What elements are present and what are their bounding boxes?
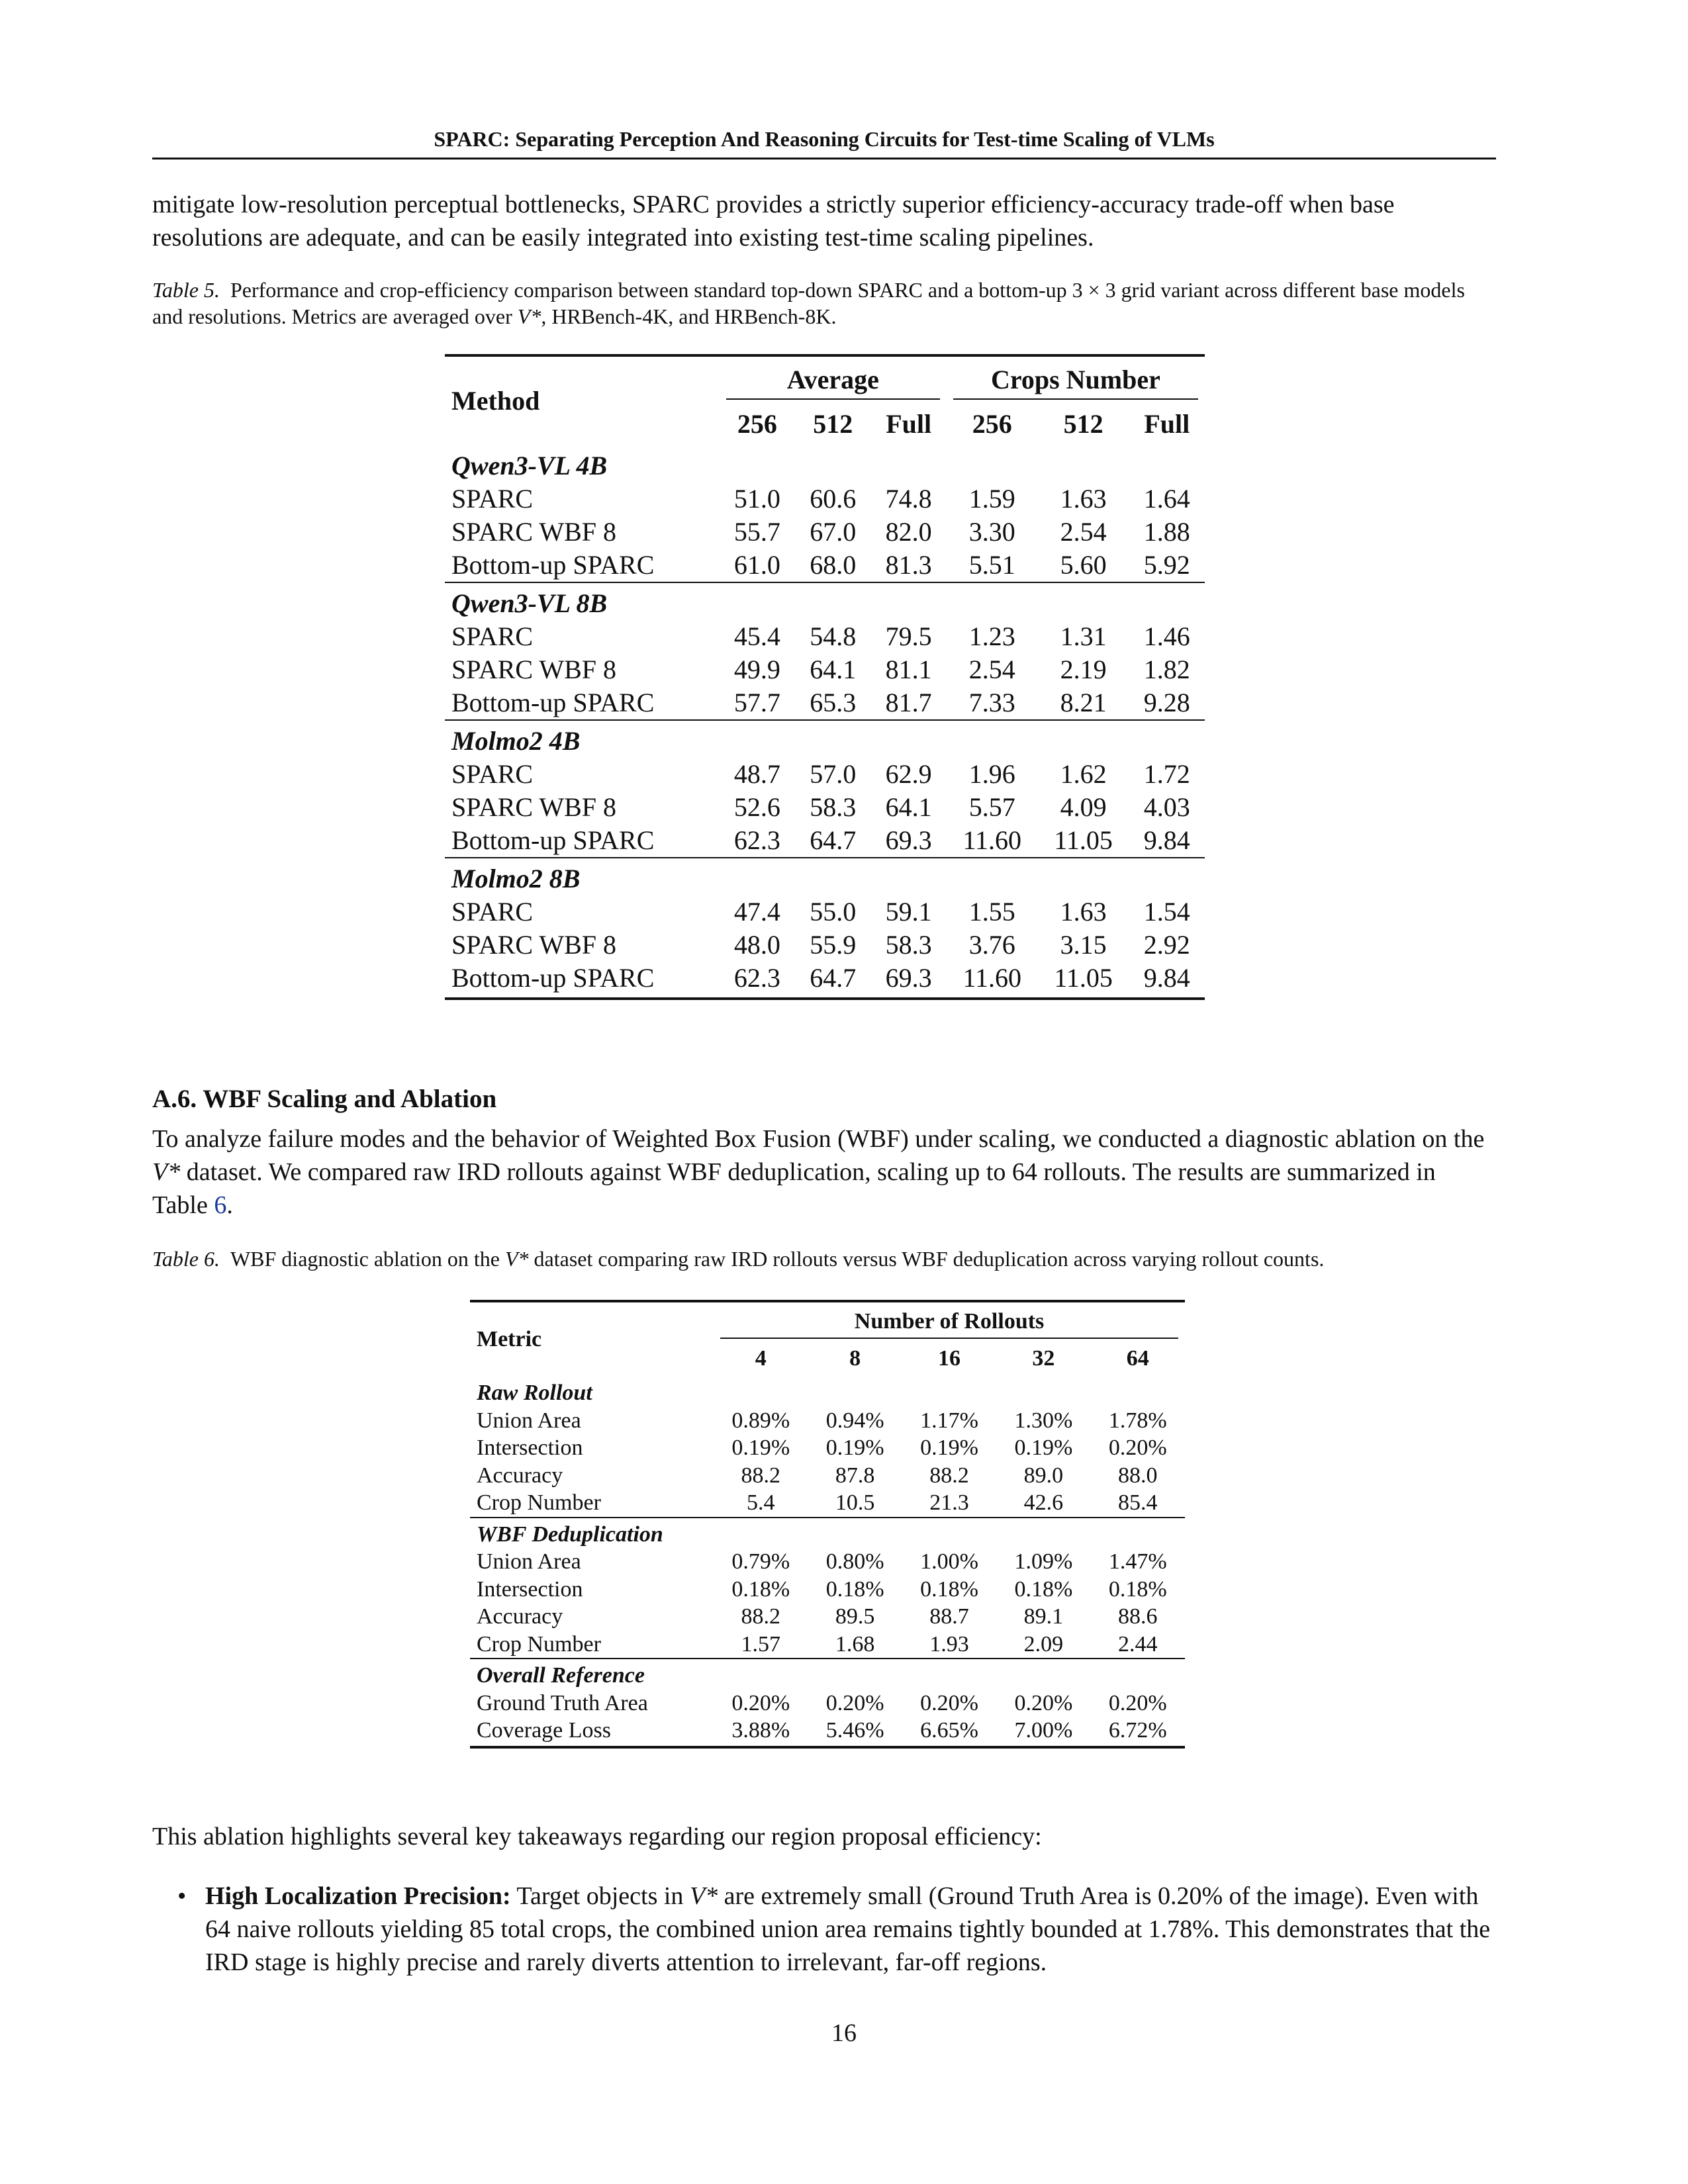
table5-group-crops: Crops Number (947, 355, 1205, 403)
table5-cell: 1.46 (1143, 621, 1190, 651)
table5-cell: 3.30 (968, 517, 1015, 547)
table5-method: SPARC WBF 8 (451, 930, 617, 960)
table6-cell: 0.20% (825, 1690, 884, 1715)
table5-caption (152, 277, 1496, 330)
table5-cell: 1.82 (1143, 655, 1190, 684)
table5-subcol: 256 (972, 409, 1012, 439)
table-row (470, 1690, 1185, 1717)
table5-subcol: 512 (813, 409, 853, 439)
section-title: A.6. WBF Scaling and Ablation (152, 1085, 497, 1113)
table5-caption-text-b: , HRBench-4K, and HRBench-8K. (541, 304, 837, 328)
table5-cell: 11.05 (1038, 962, 1129, 999)
table5-cell: 2.19 (1060, 655, 1107, 684)
table5-cell: 58.3 (810, 792, 857, 822)
table6-cell: 85.4 (1118, 1490, 1158, 1515)
table6-subcol: 32 (1032, 1346, 1055, 1371)
table-row (470, 1489, 1185, 1518)
table6-cell: 89.5 (835, 1604, 875, 1629)
table5-cell: 5.51 (968, 550, 1015, 580)
table-row (445, 929, 1205, 962)
table5-cell: 4.09 (1060, 792, 1107, 822)
table6-block-name: Overall Reference (470, 1659, 1185, 1690)
table5-cell: 62.9 (885, 759, 932, 789)
table5-cell: 7.33 (968, 688, 1015, 717)
table5-cell: 64.7 (810, 825, 857, 855)
table6-cell: 6.72% (1091, 1717, 1185, 1747)
table5-method: SPARC (451, 484, 534, 514)
table5-cell: 64.1 (810, 655, 857, 684)
table6-cell: 88.6 (1118, 1604, 1158, 1629)
table5-cell: 64.1 (885, 792, 932, 822)
table5-cell: 9.84 (1129, 962, 1205, 999)
table5-col-method: Method (445, 355, 720, 445)
table5-cell: 65.3 (810, 688, 857, 717)
table6-caption-text-b: dataset comparing raw IRD rollouts versus WBF deduplication across varying rollout counts. (528, 1247, 1325, 1271)
intro-paragraph: mitigate low-resolution perceptual bottlenecks, SPARC provides a strictly superior efficiency-accuracy trade-off when base resolutions are adequate, and can be easily integrated into existing test-time scaling pipelines. (152, 191, 1395, 251)
table6-metric: Crop Number (477, 1631, 601, 1657)
section-text-a: To analyze failure modes and the behavior of Weighted Box Fusion (WBF) under scaling, we conducted a diagnostic ablation on the (152, 1125, 1485, 1153)
table6 (470, 1300, 1185, 1749)
table5-cell: 1.72 (1143, 759, 1190, 789)
table-row (445, 895, 1205, 929)
table6-cell: 0.18% (920, 1576, 978, 1602)
table5-cell: 82.0 (885, 517, 932, 547)
table5-method: SPARC WBF 8 (451, 517, 617, 547)
table6-cell: 0.19% (920, 1435, 978, 1460)
bullet-title: High Localization Precision: (205, 1882, 511, 1910)
table5-cell: 11.60 (947, 962, 1038, 999)
table6-metric: Union Area (477, 1549, 581, 1574)
page-number: 16 (831, 2019, 857, 2047)
table-row (445, 482, 1205, 516)
table6-cell: 0.20% (920, 1690, 978, 1715)
table6-cell: 1.09% (1014, 1549, 1073, 1574)
table6-cell: 0.19% (731, 1435, 790, 1460)
table5-cell: 55.7 (733, 517, 780, 547)
table-row (470, 1548, 1185, 1576)
table6-reference-link[interactable]: 6 (214, 1191, 227, 1219)
table5-cell: 62.3 (720, 962, 795, 999)
table5-cell: 81.1 (885, 655, 932, 684)
table-row (470, 1603, 1185, 1631)
table5-block-header (445, 858, 1205, 895)
table6-cell: 6.65% (902, 1717, 996, 1747)
table5-cell: 55.9 (810, 930, 857, 960)
table6-metric: Crop Number (477, 1490, 601, 1515)
table5-cell: 1.63 (1060, 484, 1107, 514)
table-row (470, 1631, 1185, 1659)
table5-cell: 5.57 (968, 792, 1015, 822)
table-row (445, 653, 1205, 686)
table5-cell: 67.0 (810, 517, 857, 547)
table6-cell: 2.44 (1118, 1631, 1158, 1657)
table6-metric: Accuracy (477, 1463, 563, 1488)
table-row (470, 1717, 1185, 1747)
table-row (470, 1576, 1185, 1604)
table5-cell: 74.8 (885, 484, 932, 514)
table5-cell: 60.6 (810, 484, 857, 514)
table6-cell: 0.20% (1108, 1435, 1167, 1460)
table6-cell: 89.0 (1023, 1463, 1064, 1488)
table5-block-name: Molmo2 8B (445, 858, 1205, 895)
table5-cell: 79.5 (885, 621, 932, 651)
table6-cell: 88.2 (741, 1463, 781, 1488)
table5-cell: 69.3 (885, 825, 932, 855)
table5-cell: 2.92 (1143, 930, 1190, 960)
table6-cell: 88.2 (741, 1604, 781, 1629)
table5-cell: 61.0 (733, 550, 780, 580)
table5-subcol: 256 (737, 409, 777, 439)
table6-metric: Coverage Loss (470, 1717, 714, 1747)
table6-col-metric: Metric (470, 1301, 714, 1377)
table6-cell: 21.3 (929, 1490, 969, 1515)
table6-cell: 1.57 (741, 1631, 781, 1657)
bullet-text-b: are extremely small (Ground Truth Area is 0.20% of the image). Even with 64 naive rollouts yielding 85 total crops, the combined union area remains tightly bounded at 1.78%. This demonstrates that the IRD stage is highly precise and rarely diverts attention to irrelevant, far-off regions. (205, 1882, 1491, 1976)
table5-cell: 1.59 (968, 484, 1015, 514)
table6-metric: Ground Truth Area (477, 1690, 648, 1715)
table5-block-name: Qwen3-VL 8B (445, 582, 1205, 620)
table5-cell: 57.7 (733, 688, 780, 717)
table5-cell: 1.64 (1143, 484, 1190, 514)
table5-cell: 5.92 (1143, 550, 1190, 580)
bullet-marker: • (177, 1882, 187, 1910)
table5-method: SPARC (451, 759, 534, 789)
table5-cell: 48.7 (733, 759, 780, 789)
table6-cell: 87.8 (835, 1463, 875, 1488)
table6-caption-text-a: WBF diagnostic ablation on the (230, 1247, 505, 1271)
table5-cell: 52.6 (733, 792, 780, 822)
table6-cell: 0.18% (731, 1576, 790, 1602)
section-math: V* (152, 1158, 181, 1186)
table5-cell: 4.03 (1143, 792, 1190, 822)
table6-cell: 0.19% (825, 1435, 884, 1460)
table6-metric: Union Area (477, 1408, 581, 1433)
table6-metric: Accuracy (477, 1604, 563, 1629)
table5-cell: 1.55 (968, 897, 1015, 927)
table6-caption (152, 1246, 1496, 1272)
table-row (445, 791, 1205, 824)
table5-cell: 1.88 (1143, 517, 1190, 547)
table5-group-average: Average (720, 355, 947, 403)
table6-subcol: 8 (849, 1346, 861, 1371)
table5-cell: 54.8 (810, 621, 857, 651)
table6-cell: 0.18% (1014, 1576, 1073, 1602)
table6-cell: 0.94% (825, 1408, 884, 1433)
table6-cell: 0.19% (1014, 1435, 1073, 1460)
table6-cell: 0.18% (1108, 1576, 1167, 1602)
table5-cell: 1.54 (1143, 897, 1190, 927)
table6-metric: Intersection (477, 1435, 583, 1460)
table5-cell: 48.0 (733, 930, 780, 960)
table6-cell: 1.47% (1108, 1549, 1167, 1574)
table5-cell: 1.23 (968, 621, 1015, 651)
table-row (445, 758, 1205, 791)
table5-method: SPARC (451, 621, 534, 651)
table6-header-row (470, 1301, 1185, 1341)
table6-cell: 0.80% (825, 1549, 884, 1574)
table5-cell: 81.3 (885, 550, 932, 580)
table5-body (445, 445, 1205, 999)
table5-cell: 45.4 (733, 621, 780, 651)
table-row (470, 1462, 1185, 1490)
table5-cell: 81.7 (885, 688, 932, 717)
table5-method: Bottom-up SPARC (451, 688, 655, 717)
table5-cell: 9.28 (1143, 688, 1190, 717)
table6-cell: 7.00% (996, 1717, 1090, 1747)
table-row (445, 686, 1205, 720)
table5 (445, 354, 1205, 1000)
table5-cell: 9.84 (1143, 825, 1190, 855)
table6-cell: 5.4 (747, 1490, 775, 1515)
table5-cell: 1.63 (1060, 897, 1107, 927)
table5-block-name: Qwen3-VL 4B (451, 451, 608, 480)
table6-group-rollouts: Number of Rollouts (714, 1301, 1185, 1341)
table6-subcol: 4 (755, 1346, 767, 1371)
table6-block-name: Raw Rollout (477, 1381, 592, 1405)
table-row (470, 1407, 1185, 1435)
table5-cell: 58.3 (885, 930, 932, 960)
table6-cell: 3.88% (714, 1717, 808, 1747)
table5-method: Bottom-up SPARC (445, 962, 720, 999)
table6-cell: 1.78% (1108, 1408, 1167, 1433)
table5-cell: 11.60 (962, 825, 1022, 855)
table5-method: Bottom-up SPARC (451, 825, 655, 855)
table5-cell: 49.9 (733, 655, 780, 684)
table5-method: SPARC WBF 8 (451, 792, 617, 822)
table-row (445, 962, 1205, 999)
table6-cell: 10.5 (835, 1490, 875, 1515)
table5-cell: 2.54 (968, 655, 1015, 684)
table5-caption-math: V* (517, 304, 541, 328)
table6-cell: 2.09 (1023, 1631, 1064, 1657)
table5-cell: 51.0 (733, 484, 780, 514)
table6-cell: 0.89% (731, 1408, 790, 1433)
table6-caption-math: V* (505, 1247, 529, 1271)
table6-block-name: WBF Deduplication (470, 1518, 1185, 1549)
table6-cell: 5.46% (808, 1717, 902, 1747)
table5-cell: 69.3 (870, 962, 946, 999)
table5-subcol: Full (1144, 409, 1190, 439)
table6-cell: 88.2 (929, 1463, 969, 1488)
table5-cell: 11.05 (1054, 825, 1113, 855)
table5-method: SPARC (451, 897, 534, 927)
table6-cell: 0.20% (1108, 1690, 1167, 1715)
table5-cell: 64.7 (795, 962, 870, 999)
table6-metric: Intersection (477, 1576, 583, 1602)
table5-method: Bottom-up SPARC (451, 550, 655, 580)
table6-cell: 1.17% (920, 1408, 978, 1433)
table5-block-header (445, 720, 1205, 758)
table6-block-header (470, 1377, 1185, 1407)
table5-cell: 5.60 (1060, 550, 1107, 580)
table5-subcol: Full (886, 409, 932, 439)
bullet-math: V* (689, 1882, 718, 1910)
table-row (445, 824, 1205, 858)
table5-subcol: 512 (1063, 409, 1103, 439)
takeaways-intro: This ablation highlights several key takeaways regarding our region proposal efficiency: (152, 1823, 1042, 1850)
table6-subcol: 16 (938, 1346, 961, 1371)
table6-cell: 1.93 (929, 1631, 969, 1657)
table5-cell: 59.1 (885, 897, 932, 927)
table-row (470, 1434, 1185, 1462)
table5-cell: 62.3 (733, 825, 780, 855)
table6-cell: 0.18% (825, 1576, 884, 1602)
table5-block-header (445, 445, 1205, 482)
table6-subcol: 64 (1126, 1346, 1149, 1371)
table5-cell: 8.21 (1060, 688, 1107, 717)
section-text-c: . (226, 1191, 233, 1219)
table6-cell: 0.20% (1014, 1690, 1073, 1715)
table5-method: SPARC WBF 8 (451, 655, 617, 684)
table-row (445, 549, 1205, 582)
bullet-text-a: Target objects in (510, 1882, 690, 1910)
table6-body (470, 1377, 1185, 1747)
table6-label: Table 6. (152, 1247, 220, 1271)
table6-cell: 0.20% (731, 1690, 790, 1715)
table6-block-header (470, 1659, 1185, 1690)
table6-cell: 1.30% (1014, 1408, 1073, 1433)
table6-cell: 0.79% (731, 1549, 790, 1574)
table5-cell: 3.76 (968, 930, 1015, 960)
section-paragraph (152, 1122, 1496, 1222)
table5-cell: 47.4 (733, 897, 780, 927)
table5-cell: 1.62 (1060, 759, 1107, 789)
table5-caption-text-a: Performance and crop-efficiency comparison between standard top-down SPARC and a bottom-up 3 × 3 grid variant across different base models and resolutions. Metrics are averaged over (152, 278, 1465, 328)
table6-cell: 88.0 (1118, 1463, 1158, 1488)
table5-cell: 57.0 (810, 759, 857, 789)
table6-block-header (470, 1518, 1185, 1549)
table5-block-header (445, 582, 1205, 620)
table5-cell: 1.96 (968, 759, 1015, 789)
table6-cell: 1.00% (920, 1549, 978, 1574)
table5-cell: 55.0 (810, 897, 857, 927)
table6-cell: 1.68 (835, 1631, 875, 1657)
table5-cell: 1.31 (1060, 621, 1107, 651)
table6-cell: 88.7 (929, 1604, 969, 1629)
takeaway-bullet (177, 1880, 1496, 1979)
table5-label: Table 5. (152, 278, 220, 302)
table6-cell: 89.1 (1023, 1604, 1064, 1629)
table6-cell: 42.6 (1023, 1490, 1064, 1515)
table5-cell: 2.54 (1060, 517, 1107, 547)
table-row (445, 620, 1205, 653)
table5-header-row (445, 355, 1205, 403)
table5-cell: 3.15 (1060, 930, 1107, 960)
running-title: SPARC: Separating Perception And Reasoning Circuits for Test-time Scaling of VLMs (152, 126, 1496, 159)
table5-cell: 68.0 (810, 550, 857, 580)
section-text-b: dataset. We compared raw IRD rollouts against WBF deduplication, scaling up to 64 rollouts. The results are summarized in Table (152, 1158, 1436, 1219)
table5-block-name: Molmo2 4B (445, 720, 1205, 758)
table-row (445, 516, 1205, 549)
